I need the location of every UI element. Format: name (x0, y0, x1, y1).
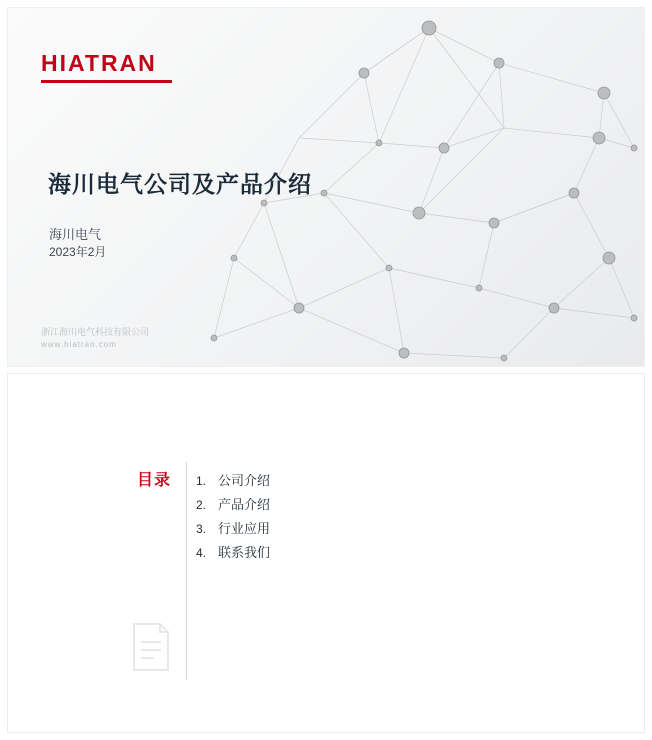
toc-list (196, 470, 416, 566)
list-item[interactable] (196, 470, 416, 494)
slide-title-page (8, 8, 644, 366)
toc-item-number: 3. (196, 522, 207, 536)
toc-divider (186, 462, 187, 680)
footer-company-name: 浙江海川电气科技有限公司 (41, 327, 150, 337)
toc-item-label: 联系我们 (218, 545, 271, 560)
toc-item-number: 4. (196, 546, 207, 560)
slide-subtitle-company: 海川电气 (49, 227, 102, 242)
list-item[interactable] (196, 494, 416, 518)
company-logo (41, 50, 172, 83)
toc-heading: 目录 (137, 472, 172, 489)
list-item[interactable] (196, 542, 416, 566)
toc-item-label: 公司介绍 (218, 473, 271, 488)
toc-item-number: 2. (196, 498, 207, 512)
list-item[interactable] (196, 518, 416, 542)
document-icon (128, 618, 174, 676)
toc-item-number: 1. (196, 474, 207, 488)
toc-item-label: 行业应用 (218, 521, 271, 536)
footer-website: www.hiatran.com (41, 340, 117, 349)
slide-subtitle-date: 2023年2月 (49, 245, 107, 259)
logo-underline (41, 80, 172, 83)
logo-text: HIATRAN (41, 50, 157, 76)
toc-item-label: 产品介绍 (218, 497, 271, 512)
slide-title: 海川电气公司及产品介绍 (48, 171, 312, 197)
